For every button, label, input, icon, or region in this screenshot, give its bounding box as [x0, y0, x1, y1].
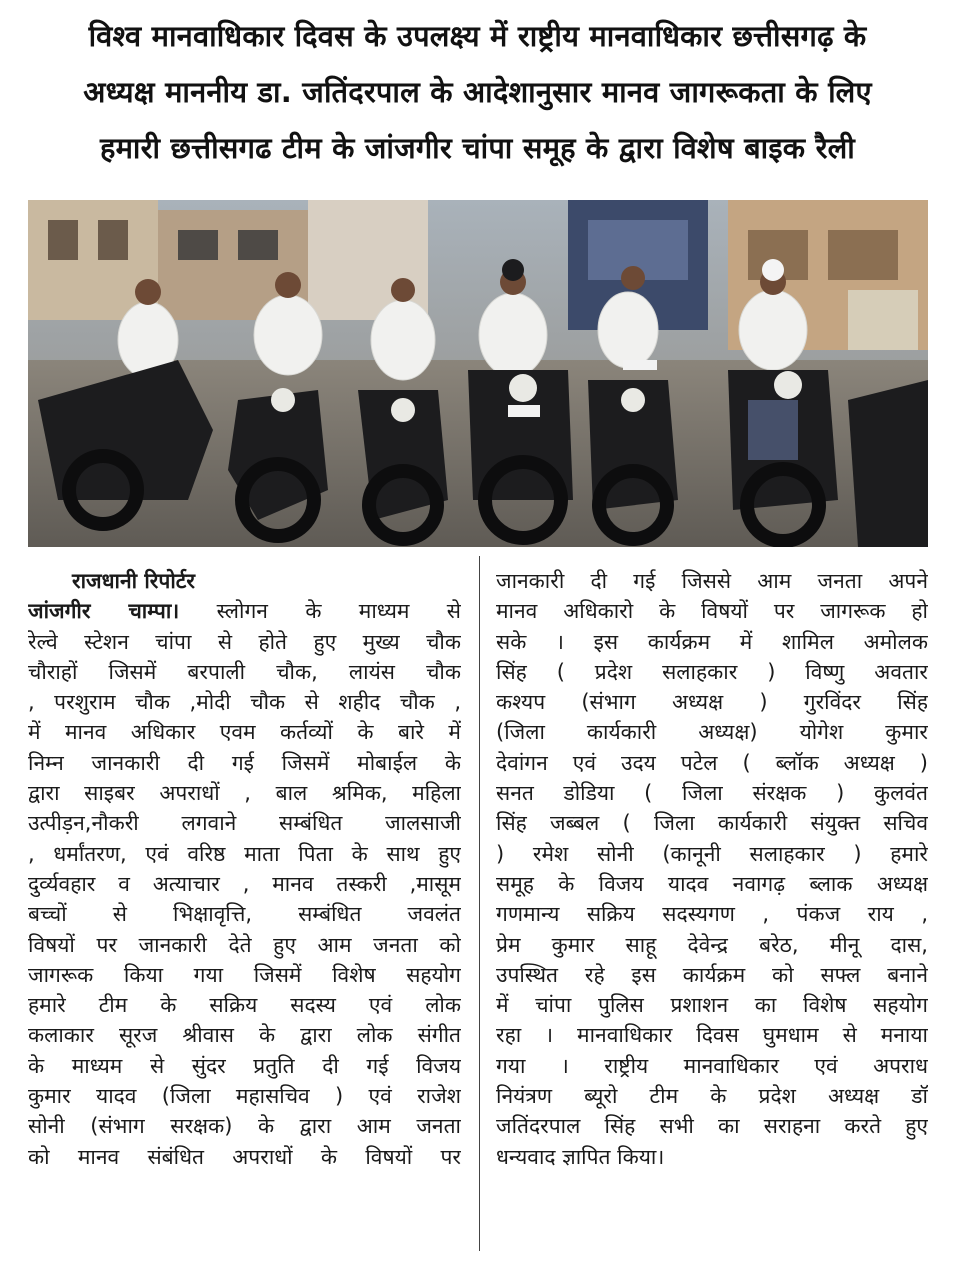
article-line: दुर्व्यवहार व अत्याचार , मानव तस्करी ,मासूम	[28, 871, 461, 896]
article-line: जतिंदरपाल सिंह सभी का सराहना करते हुए	[496, 1114, 928, 1139]
article-line: उपस्थित रहे इस कार्यक्रम को सफ्ल बनाने	[496, 962, 928, 987]
headline	[0, 8, 955, 176]
byline: राजधानी रिपोर्टर	[72, 569, 195, 593]
article-line: धन्यवाद ज्ञापित किया।	[496, 1144, 665, 1169]
dateline: जांजगीर चाम्पा।	[28, 599, 180, 624]
article-line: सनत डोडिया ( जिला संरक्षक ) कुलवंत	[496, 781, 928, 806]
article-line: चौराहों जिसमें बरपाली चौक, लायंस चौक	[28, 659, 461, 684]
article-line: प्रेम कुमार साहू देवेन्द्र बरेठ, मीनू दास,	[496, 932, 928, 957]
article-line: में मानव अधिकार एवम कर्तव्यों के बारे में	[28, 720, 461, 745]
photo-illustration	[28, 200, 928, 547]
column-divider	[479, 556, 480, 1251]
article-line: जानकारी दी गई जिससे आम जनता अपने	[496, 569, 928, 593]
article-line: सोनी (संभाग सरक्षक) के द्वारा आम जनता	[28, 1114, 461, 1139]
article-line: रेल्वे स्टेशन चांपा से होते हुए मुख्य चौक	[28, 629, 461, 654]
article-line: बच्चों से भिक्षावृत्ति, सम्बंधित जवलंत	[28, 902, 461, 927]
article-line: के माध्यम से सुंदर प्रतुति दी गई विजय	[28, 1053, 461, 1078]
article-line: कश्यप (संभाग अध्यक्ष ) गुरविंदर सिंह	[496, 690, 928, 715]
article-line: निम्न जानकारी दी गई जिसमें मोबाईल के	[28, 750, 461, 775]
article-line: में चांपा पुलिस प्रशाशन का विशेष सहयोग	[496, 993, 928, 1018]
article-line: देवांगन एवं उदय पटेल ( ब्लॉक अध्यक्ष )	[496, 750, 928, 775]
article-line: ) रमेश सोनी (कानूनी सलाहकार ) हमारे	[496, 841, 928, 866]
article-line: , धर्मांतरण, एवं वरिष्ठ माता पिता के साथ हुए	[28, 841, 461, 866]
article-line: कुमार यादव (जिला महासचिव ) एवं राजेश	[28, 1084, 461, 1109]
article-line: जागरूक किया गया जिसमें विशेष सहयोग	[28, 962, 461, 987]
article-line: सिंह ( प्रदेश सलाहकार ) विष्णु अवतार	[496, 659, 928, 684]
article-line: समूह के विजय यादव नवागढ़ ब्लाक अध्यक्ष	[496, 871, 928, 896]
article-line: मानव अधिकारो के विषयों पर जागरूक हो	[496, 599, 928, 624]
article-line: नियंत्रण ब्यूरो टीम के प्रदेश अध्यक्ष डॉ	[496, 1084, 928, 1109]
article-line: उत्पीड़न,नौकरी लगवाने सम्बंधित जालसाजी	[28, 811, 461, 836]
article-line: (जिला कार्यकारी अध्यक्ष) योगेश कुमार	[496, 720, 928, 745]
article-line: रहा । मानवाधिकार दिवस घुमधाम से मनाया	[496, 1023, 928, 1048]
headline-line-2: अध्यक्ष माननीय डा. जतिंदरपाल के आदेशानुसार मानव जागरूकता के लिए	[83, 75, 872, 109]
article-line: , परशुराम चौक ,मोदी चौक से शहीद चौक ,	[28, 690, 461, 715]
article-line	[28, 596, 461, 626]
headline-line-3: हमारी छत्तीसगढ टीम के जांजगीर चांपा समूह के द्वारा विशेष बाइक रैली	[99, 131, 856, 165]
bike-rally-photo	[28, 200, 928, 547]
article-line: सिंह जब्बल ( जिला कार्यकारी संयुक्त सचिव	[496, 811, 928, 836]
article-line: विषयों पर जानकारी देते हुए आम जनता को	[28, 932, 461, 957]
article-left-column	[28, 566, 461, 1172]
article-line: द्वारा साइबर अपराधों , बाल श्रमिक, महिला	[28, 781, 461, 806]
article-right-column	[496, 566, 928, 1172]
article-line: कलाकार सूरज श्रीवास के द्वारा लोक संगीत	[28, 1023, 461, 1048]
article-line: गणमान्य सक्रिय सदस्यगण , पंकज राय ,	[496, 902, 928, 927]
article-line: को मानव संबंधित अपराधों के विषयों पर	[28, 1144, 461, 1169]
article-line: हमारे टीम के सक्रिय सदस्य एवं लोक	[28, 993, 461, 1018]
headline-line-1: विश्व मानवाधिकार दिवस के उपलक्ष्य में राष्ट्रीय मानवाधिकार छत्तीसगढ़ के	[88, 19, 867, 53]
article-line-text: स्लोगन के माध्यम से	[179, 599, 461, 624]
article-line: गया । राष्ट्रीय मानवाधिकार एवं अपराध	[496, 1053, 928, 1078]
article-line: सके । इस कार्यक्रम में शामिल अमोलक	[496, 629, 928, 654]
